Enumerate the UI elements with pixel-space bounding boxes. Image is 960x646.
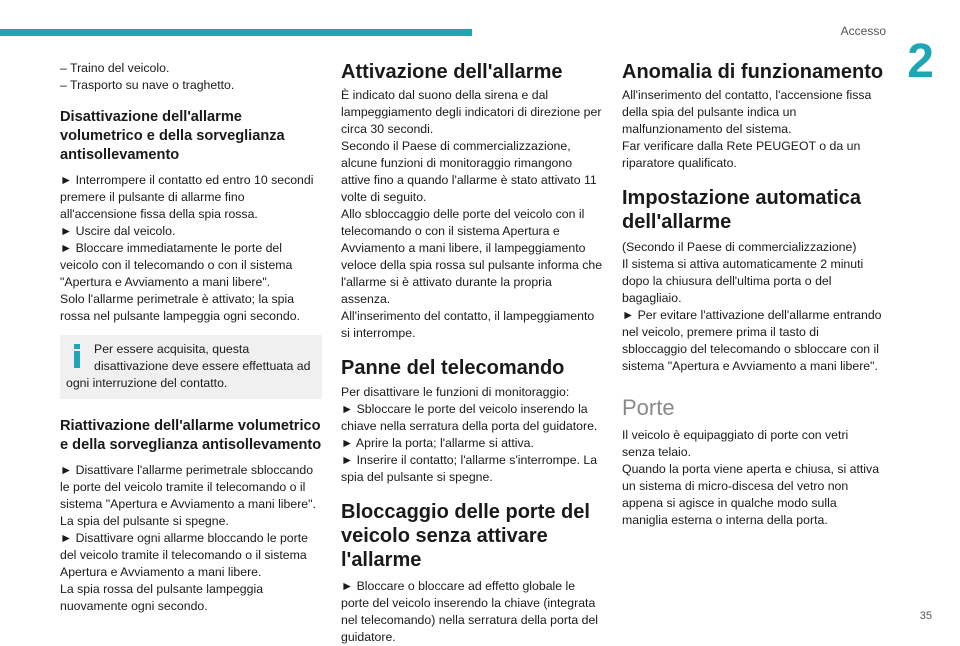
paragraph: ► Bloccare o bloccare ad effetto globale le porte del veicolo inserendo la chiave (integrata nel telecomando) nella serratura della porta del guidatore. (341, 579, 599, 644)
column-1 (60, 60, 322, 615)
paragraph: Il sistema si attiva automaticamente 2 minuti dopo la chiusura dell'ultima porta o del bagagliaio. (622, 257, 864, 305)
paragraph: La spia del pulsante si spegne. (60, 514, 229, 528)
page-number: 35 (919, 610, 932, 622)
paragraph: ► Uscire dal veicolo. (60, 224, 176, 238)
paragraph: ► Per evitare l'attivazione dell'allarme entrando nel veicolo, premere prima il tasto di sbloccaggio del telecomando o sbloccare con il sistema "Apertura e Avviamento a mani libere". (622, 308, 882, 373)
heading-disattivazione: Disattivazione dell'allarme volumetrico e della sorveglianza antisollevamento (60, 109, 285, 163)
paragraph: ► Disattivare ogni allarme bloccando le porte del veicolo tramite il telecomando o il sistema Apertura e Avviamento a mani libere. (60, 531, 308, 579)
intro-line: – Traino del veicolo. (60, 61, 170, 75)
heading-panne: Panne del telecomando (341, 357, 565, 379)
heading-riattivazione: Riattivazione dell'allarme volumetrico e della sorveglianza antisollevamento (60, 418, 322, 453)
column-3 (622, 60, 884, 529)
paragraph: ► Bloccare immediatamente le porte del veicolo con il telecomando o con il sistema "Apertura e Avviamento a mani libere". (60, 241, 293, 289)
heading-bloccaggio: Bloccaggio delle porte del veicolo senza attivare l'allarme (341, 501, 590, 571)
paragraph: (Secondo il Paese di commercializzazione) (622, 240, 857, 254)
paragraph: ► Sbloccare le porte del veicolo inserendo la chiave nella serratura della porta del guidatore. (341, 402, 598, 433)
chapter-number: 2 (907, 35, 934, 88)
info-text: Per essere acquisita, questa disattivazione deve essere effettuata ad ogni interruzione del contatto. (66, 342, 311, 390)
paragraph: La spia rossa del pulsante lampeggia nuovamente ogni secondo. (60, 582, 264, 613)
paragraph: Per disattivare le funzioni di monitoraggio: (341, 385, 570, 399)
paragraph: ► Aprire la porta; l'allarme si attiva. (341, 436, 534, 450)
paragraph: Allo sbloccaggio delle porte del veicolo con il telecomando o con il sistema Apertura e Avviamento a mani libere, il lampeggiamento veloce della spia rossa sul pulsante informa che l'allarme si è attivato durante la propria assenza. (341, 207, 603, 306)
column-2 (341, 60, 603, 646)
intro-line: – Trasporto su nave o traghetto. (60, 78, 235, 92)
info-icon (70, 344, 84, 368)
header-accent-bar (0, 29, 472, 36)
heading-anomalia: Anomalia di funzionamento (622, 61, 884, 83)
paragraph: All'inserimento del contatto, l'accensione fissa della spia del pulsante indica un malfunzionamento del sistema. (622, 88, 872, 136)
paragraph: ► Inserire il contatto; l'allarme s'interrompe. La spia del pulsante si spegne. (341, 453, 598, 484)
heading-porte: Porte (622, 395, 675, 420)
paragraph: Il veicolo è equipaggiato di porte con vetri senza telaio. (622, 428, 849, 459)
paragraph: Secondo il Paese di commercializzazione, alcune funzioni di monitoraggio rimangono attive fino a quando l'allarme è stato attivato 11 volte di seguito. (341, 139, 597, 204)
paragraph: Quando la porta viene aperta e chiusa, si attiva un sistema di micro-discesa del vetro non appena si agisce in qualche modo sulla maniglia esterna o interna della porta. (622, 462, 880, 527)
paragraph: ► Disattivare l'allarme perimetrale sbloccando le porte del veicolo tramite il telecomando o il sistema "Apertura e Avviamento a mani libere". (60, 463, 316, 511)
paragraph: ► Interrompere il contatto ed entro 10 secondi premere il pulsante di allarme fino all'accensione fissa della spia rossa. (60, 173, 314, 221)
heading-impostazione: Impostazione automatica dell'allarme (622, 187, 861, 233)
paragraph: All'inserimento del contatto, il lampeggiamento si interrompe. (341, 309, 595, 340)
paragraph: Solo l'allarme perimetrale è attivato; la spia rossa nel pulsante lampeggia ogni secondo. (60, 292, 300, 323)
heading-attivazione: Attivazione dell'allarme (341, 61, 563, 83)
paragraph: Far verificare dalla Rete PEUGEOT o da un riparatore qualificato. (622, 139, 861, 170)
section-title: Accesso (840, 24, 886, 38)
paragraph: È indicato dal suono della sirena e dal lampeggiamento degli indicatori di direzione per circa 30 secondi. (341, 88, 602, 136)
info-box (60, 335, 322, 399)
